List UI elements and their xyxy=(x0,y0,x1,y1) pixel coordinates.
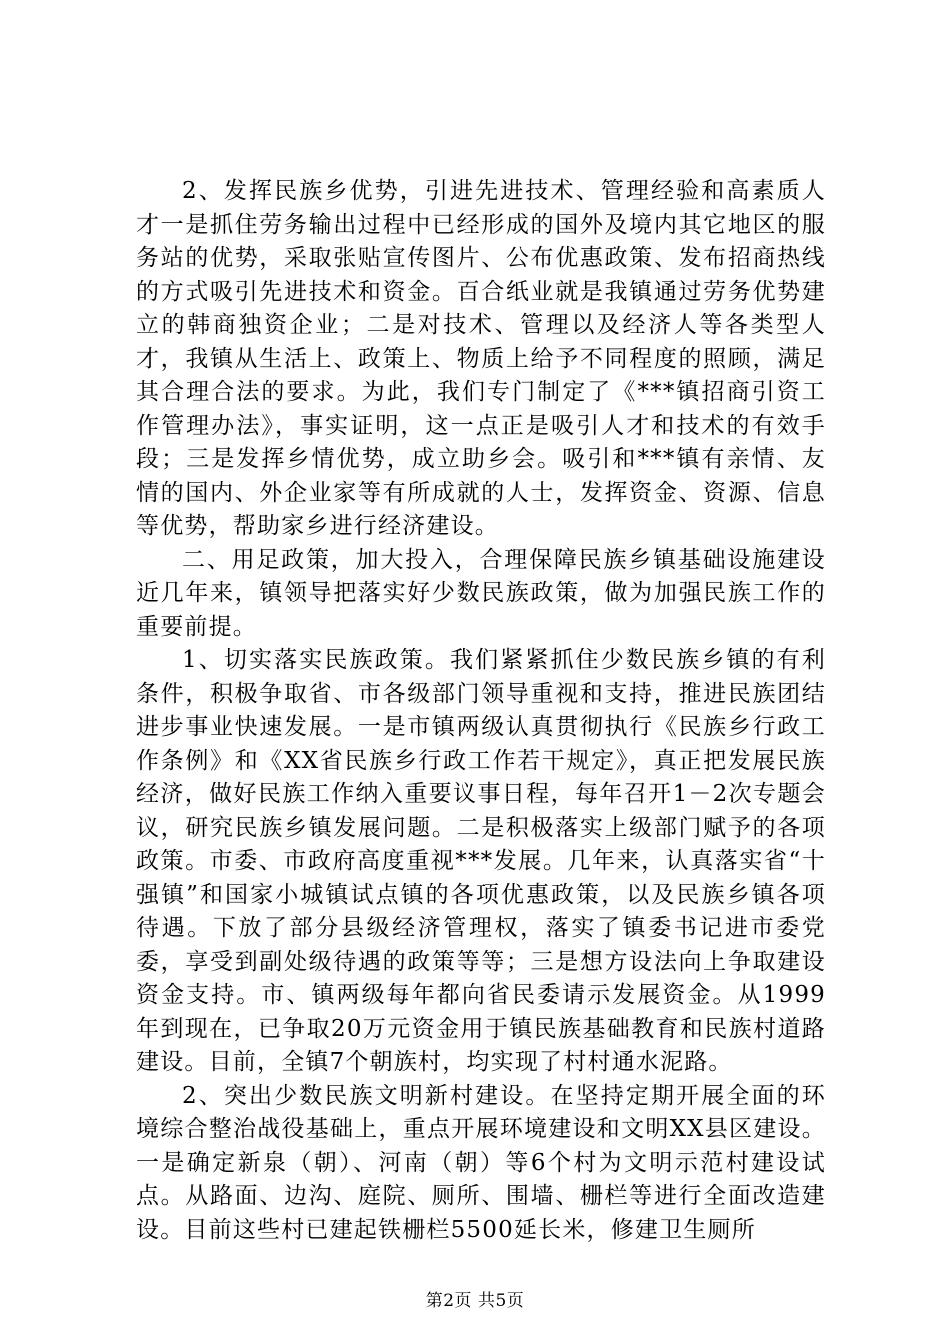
document-body xyxy=(136,175,826,1247)
paragraph-ethnic-policy: 1、切实落实民族政策。我们紧紧抓住少数民族乡镇的有利条件，积极争取省、市各级部门领导重视和支持，推进民族团结进步事业快速发展。一是市镇两级认真贯彻执行《民族乡行政工作条例》和《XX省民族乡行政工作若干规定》，真正把发展民族经济，做好民族工作纳入重要议事日程，每年召开1－2次专题会议，研究民族乡镇发展问题。二是积极落实上级部门赋予的各项政策。市委、市政府高度重视***发展。几年来，认真落实省“十强镇”和国家小城镇试点镇的各项优惠政策，以及民族乡镇各项待遇。下放了部分县级经济管理权，落实了镇委书记进市委党委，享受到副处级待遇的政策等等；三是想方设法向上争取建设资金支持。市、镇两级每年都向省民委请示发展资金。从1999年到现在，已争取20万元资金用于镇民族基础教育和民族村道路建设。目前，全镇7个朝族村，均实现了村村通水泥路。 xyxy=(136,647,826,1075)
paragraph-policy-investment: 二、用足政策，加大投入，合理保障民族乡镇基础设施建设近几年来，镇领导把落实好少数民族政策，做为加强民族工作的重要前提。 xyxy=(136,546,826,640)
paragraph-civilized-village: 2、突出少数民族文明新村建设。在坚持定期开展全面的环境综合整治战役基础上，重点开展环境建设和文明XX县区建设。一是确定新泉（朝）、河南（朝）等6个村为文明示范村建设试点。从路面、边沟、庭院、厕所、围墙、栅栏等进行全面改造建设。目前这些村已建起铁栅栏5500延长米，修建卫生厕所 xyxy=(136,1082,826,1243)
paragraph-talent-introduction: 2、发挥民族乡优势，引进先进技术、管理经验和高素质人才一是抓住劳务输出过程中已经形成的国外及境内其它地区的服务站的优势，采取张贴宣传图片、公布优惠政策、发布招商热线的方式吸引先进技术和资金。百合纸业就是我镇通过劳务优势建立的韩商独资企业；二是对技术、管理以及经济人等各类型人才，我镇从生活上、政策上、物质上给予不同程度的照顾，满足其合理合法的要求。为此，我们专门制定了《***镇招商引资工作管理办法》，事实证明，这一点正是吸引人才和技术的有效手段；三是发挥乡情优势，成立助乡会。吸引和***镇有亲情、友情的国内、外企业家等有所成就的人士，发挥资金、资源、信息等优势，帮助家乡进行经济建设。 xyxy=(136,178,826,539)
page-number-footer: 第2页 共5页 xyxy=(425,1291,525,1311)
